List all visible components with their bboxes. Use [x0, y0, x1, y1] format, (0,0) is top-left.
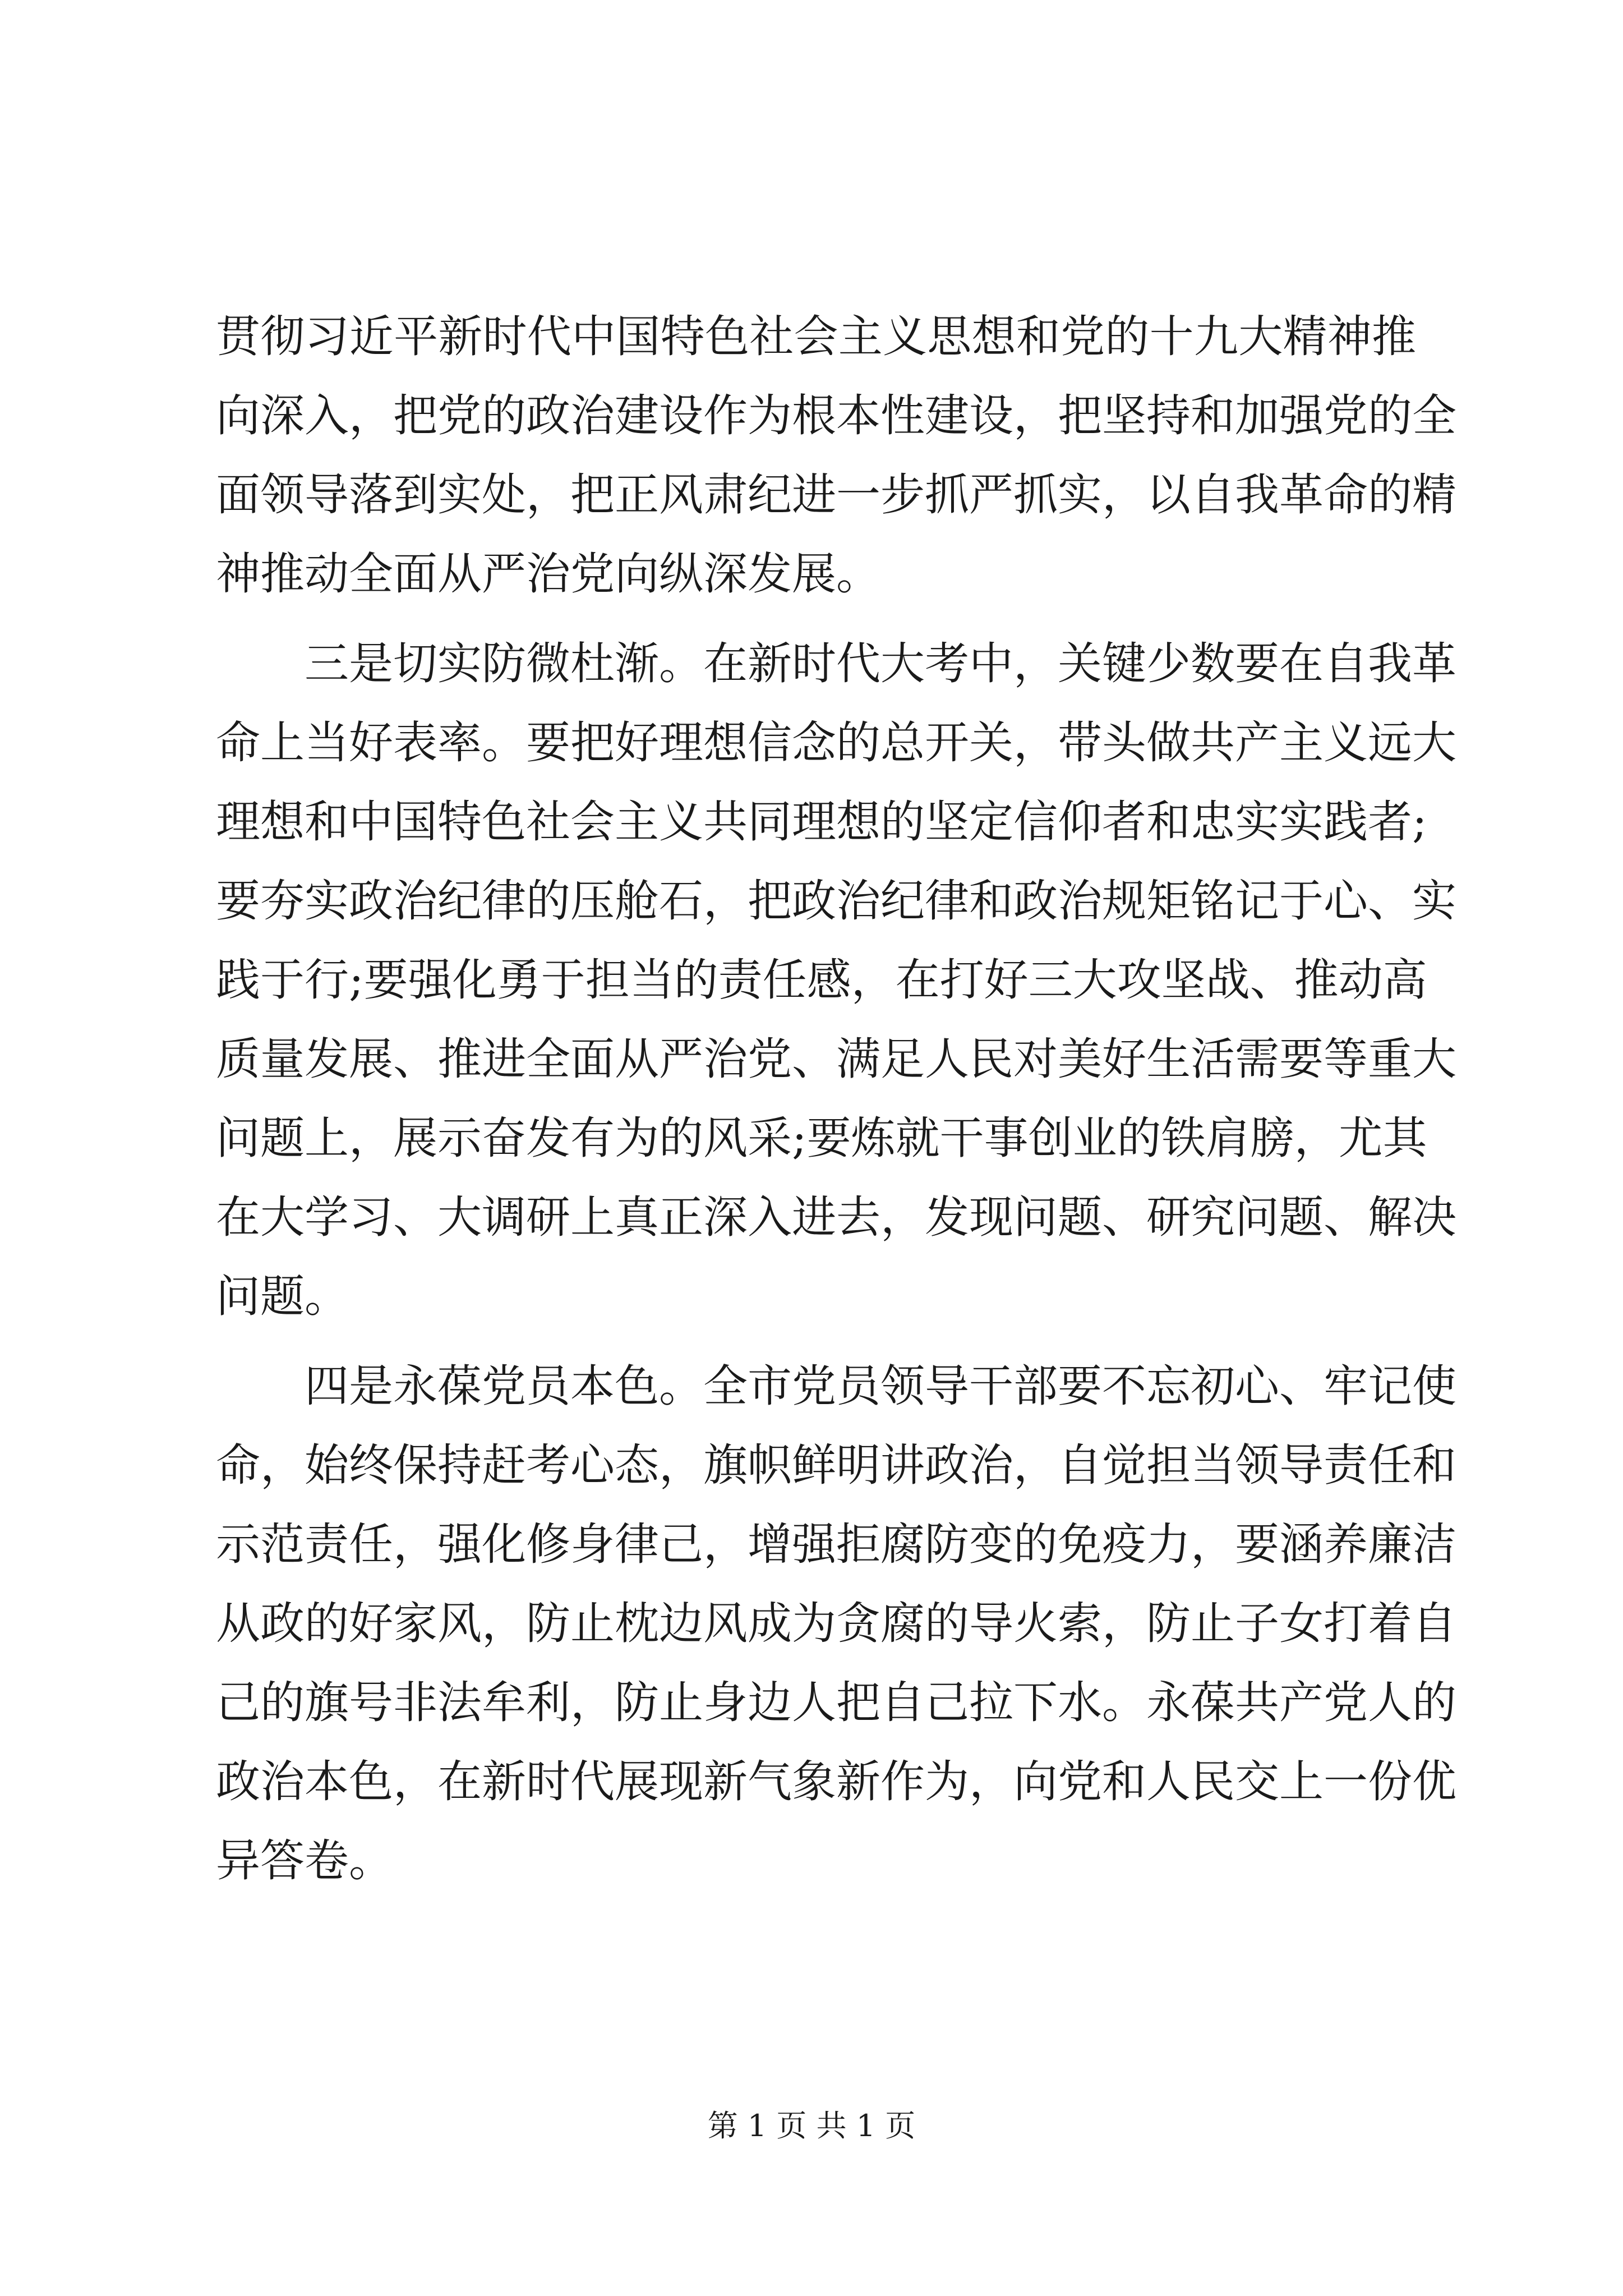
paragraph-line: 理想和中国特色社会主义共同理想的坚定信仰者和忠实实践者;	[216, 796, 1427, 848]
paragraph-line: 神推动全面从严治党向纵深发展。	[216, 548, 880, 600]
paragraph-line: 问题。	[216, 1271, 349, 1322]
paragraph-line: 示范责任，强化修身律己，增强拒腐防变的免疫力，要涵养廉洁	[216, 1519, 1456, 1570]
paragraph-line: 异答卷。	[216, 1835, 393, 1887]
page-footer	[0, 2106, 1623, 2146]
paragraph-line: 命，始终保持赶考心态，旗帜鲜明讲政治，自觉担当领导责任和	[216, 1439, 1456, 1491]
document-body	[216, 297, 1456, 1901]
paragraph-line: 从政的好家风，防止枕边风成为贪腐的导火索，防止子女打着自	[216, 1598, 1456, 1649]
paragraph-spacer	[216, 614, 1416, 624]
paragraph-1	[216, 297, 1456, 614]
paragraph-line: 命上当好表率。要把好理想信念的总开关，带头做共产主义远大	[216, 717, 1456, 769]
paragraph-line: 问题上，展示奋发有为的风采;要炼就干事创业的铁肩膀，尤其	[216, 1112, 1427, 1164]
paragraph-line: 在大学习、大调研上真正深入进去，发现问题、研究问题、解决	[216, 1191, 1456, 1243]
paragraph-line: 面领导落到实处，把正风肃纪进一步抓严抓实，以自我革命的精	[216, 469, 1456, 521]
paragraph-line: 要夯实政治纪律的压舱石，把政治纪律和政治规矩铭记于心、实	[216, 875, 1456, 927]
paragraph-line: 四是永葆党员本色。全市党员领导干部要不忘初心、牢记使	[216, 1360, 1456, 1412]
paragraph-line: 质量发展、推进全面从严治党、满足人民对美好生活需要等重大	[216, 1033, 1456, 1085]
paragraph-3	[216, 1347, 1456, 1901]
page-number: 第 1 页 共 1 页	[707, 2108, 916, 2143]
paragraph-line: 三是切实防微杜渐。在新时代大考中，关键少数要在自我革	[216, 638, 1456, 689]
paragraph-spacer	[216, 1336, 1416, 1347]
paragraph-line: 践于行;要强化勇于担当的责任感，在打好三大攻坚战、推动高	[216, 954, 1427, 1006]
paragraph-line: 向深入，把党的政治建设作为根本性建设，把坚持和加强党的全	[216, 390, 1456, 441]
paragraph-line: 政治本色，在新时代展现新气象新作为，向党和人民交上一份优	[216, 1756, 1456, 1807]
paragraph-line: 贯彻习近平新时代中国特色社会主义思想和党的十九大精神推	[216, 311, 1416, 362]
paragraph-line: 己的旗号非法牟利，防止身边人把自己拉下水。永葆共产党人的	[216, 1677, 1456, 1728]
paragraph-2	[216, 624, 1456, 1336]
